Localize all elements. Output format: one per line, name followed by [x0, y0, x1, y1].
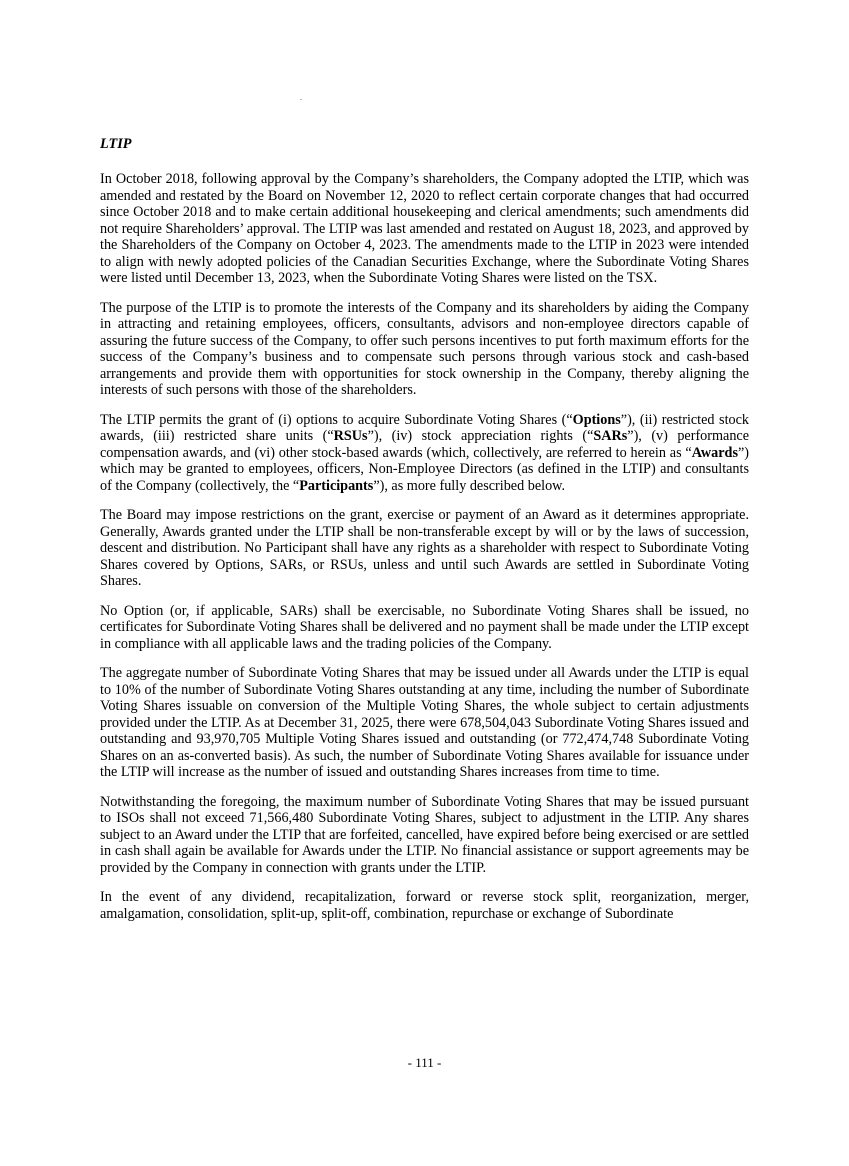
stray-mark: . — [300, 93, 302, 102]
defined-term-awards: Awards — [691, 444, 738, 461]
award-types-text-3: ”), (iv) stock appreciation rights (“ — [367, 428, 594, 444]
paragraph-adoption-history: In October 2018, following approval by the Company’s shareholders, the Company adopted the LTIP, which was amended and restated by the Board on November 12, 2020 to reflect certain corporate changes that had occurred since October 2018 and to make certain additional housekeeping and clerical amendments; such amendments did not require Shareholders’ approval. The LTIP was last amended and restated on August 18, 2023, and approved by the Shareholders of the Company on October 4, 2023. The amendments made to the LTIP in 2023 were intended to align with newly adopted policies of the Canadian Securities Exchange, where the Subordinate Voting Shares were listed until December 13, 2023, when the Subordinate Voting Shares were listed on the TSX. — [100, 171, 749, 286]
paragraph-share-limit: The aggregate number of Subordinate Voting Shares that may be issued under all Awards under the LTIP is equal to 10% of the number of Subordinate Voting Shares outstanding at any time, including the number of Subordinate Voting Shares issuable on conversion of the Multiple Voting Shares, the whole subject to certain adjustments provided under the LTIP. As at December 31, 2025, there were 678,504,043 Subordinate Voting Shares issued and outstanding and 93,970,705 Multiple Voting Shares issued and outstanding (or 772,474,748 Subordinate Voting Shares on an as-converted basis). As such, the number of Subordinate Voting Shares available for issuance under the LTIP will increase as the number of issued and outstanding Shares increases from time to time. — [100, 665, 749, 780]
section-heading: LTIP — [100, 136, 132, 152]
award-types-text-2: ”), (ii) restricted stock awards, (iii) restricted share units (“ — [100, 411, 749, 444]
paragraph-iso-limit: Notwithstanding the foregoing, the maximum number of Subordinate Voting Shares that may be issued pursuant to ISOs shall not exceed 71,566,480 Subordinate Voting Shares, subject to adjustment in the LTIP. Any shares subject to an Award under the LTIP that are forfeited, cancelled, have expired before being exercised or are settled in cash shall again be available for Awards under the LTIP. No financial assistance or support agreements may be provided by the Company in connection with grants under the LTIP. — [100, 793, 749, 876]
document-body — [100, 171, 749, 935]
award-types-text-4: ”), (v) performance compensation awards, and (vi) other stock-based awards (which, collectively, are referred to herein as “ — [100, 428, 750, 461]
paragraph-purpose: The purpose of the LTIP is to promote the interests of the Company and its shareholders by aiding the Company in attracting and retaining employees, officers, consultants, advisors and non-employee directors capable of assuring the future success of the Company, to offer such persons incentives to put forth maximum efforts for the success of the Company’s business and to compensate such persons through various stock and cash-based arrangements and provide them with opportunities for stock ownership in the Company, thereby aligning the interests of such persons with those of the shareholders. — [100, 299, 749, 398]
defined-term-options: Options — [572, 411, 621, 428]
defined-term-participants: Participants — [299, 477, 374, 494]
defined-term-sars: SARs — [593, 428, 628, 444]
paragraph-adjustments: In the event of any dividend, recapitalization, forward or reverse stock split, reorganization, merger, amalgamation, consolidation, split-up, split-off, combination, repurchase or exchange of Subordinate — [100, 889, 749, 922]
paragraph-compliance: No Option (or, if applicable, SARs) shall be exercisable, no Subordinate Voting Shares shall be issued, no certificates for Subordinate Voting Shares shall be delivered and no payment shall be made under the LTIP except in compliance with all applicable laws and the trading policies of the Company. — [100, 602, 749, 652]
award-types-text-1: The LTIP permits the grant of (i) options to acquire Subordinate Voting Shares (“ — [100, 411, 573, 428]
paragraph-restrictions: The Board may impose restrictions on the grant, exercise or payment of an Award as it determines appropriate. Generally, Awards granted under the LTIP shall be non-transferable except by will or by the laws of succession, descent and distribution. No Participant shall have any rights as a shareholder with respect to Subordinate Voting Shares covered by Options, SARs, or RSUs, unless and until such Awards are settled in Subordinate Voting Shares. — [100, 507, 749, 589]
award-types-text-5: ”) which may be granted to employees, officers, Non-Employee Directors (as defined in the LTIP) and consultants of the Company (collectively, the “ — [100, 444, 749, 494]
paragraph-award-types — [100, 412, 749, 495]
defined-term-rsus: RSUs — [333, 428, 368, 444]
page-number: - 111 - — [407, 1055, 442, 1070]
award-types-text-6: ”), as more fully described below. — [373, 477, 566, 494]
